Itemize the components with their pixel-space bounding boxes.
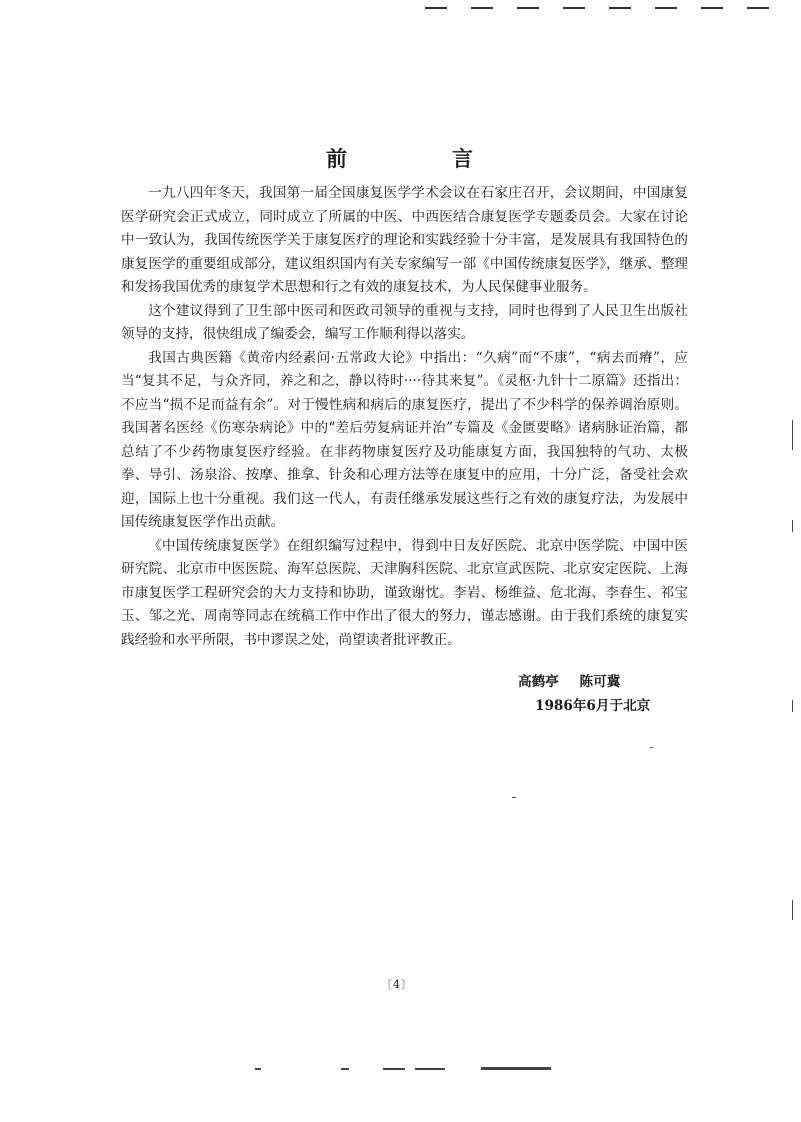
- paragraph: 《中国传统康复医学》在组织编写过程中，得到中日友好医院、北京中医学院、中国中医研究院、北京市中医医院、海军总医院、天津胸科医院、北京宣武医院、北京安定医院、上海市康复医学工程研究会的大力支持和协助，谨致谢忱。李岩、杨维益、危北海、李春生、祁宝玉、邹之光、周南等同志在统稿工作中作出了很大的努力，谨志感谢。由于我们系统的康复实践经验和水平所限，书中谬误之处，尚望读者批评教正。: [121, 537, 688, 648]
- paragraph: 一九八四年冬天，我国第一届全国康复医学学术会议在石家庄召开，会议期间，中国康复医学研究会正式成立，同时成立了所属的中医、中西医结合康复医学专题委员会。大家在讨论中一致认为，我国传统医学关于康复医疗的理论和实践经验十分丰富，是发展具有我国特色的康复医学的重要组成部分，建议组织国内有关专家编写一部《中国传统康复医学》，继承、整理和发扬我国优秀的康复学术思想和行之有效的康复技术，为人民保健事业服务。: [121, 185, 688, 295]
- scan-edge-line: [792, 420, 794, 450]
- author-name: 高鹤亭: [518, 674, 559, 690]
- signature-names: [518, 670, 620, 690]
- paragraph: 我国古典医籍《黄帝内经素问·五常政大论》中指出：“久病”而“不康”，“病去而瘠”，应当“复其不足，与众齐同，养之和之，静以待时····待其来复”。《灵枢·九针十二原篇》还指出：不应当“损不足而益有余”。对于慢性病和病后的康复医疗，提出了不少科学的保养调治原则。我国著名医经《伤寒杂病论》中的“差后劳复病证并治”专篇及《金匮要略》诸病脉证治篇，都总结了不少药物康复医疗经验。在非药物康复医疗及功能康复方面，我国独特的气功、太极拳、导引、汤泉浴、按摩、推拿、针灸和心理方法等在康复中的应用，十分广泛，备受社会欢迎，国际上也十分重视。我们这一代人，有责任继承发展这些行之有效的康复疗法，为发展中国传统康复医学作出贡献。: [121, 349, 688, 530]
- scan-speck: [650, 747, 653, 748]
- scan-edge-line: [792, 520, 794, 532]
- author-name: 陈可冀: [579, 674, 621, 690]
- signature-date: 1986年6月于北京: [535, 698, 651, 714]
- page-number: 〔4〕: [381, 978, 413, 991]
- scan-edge-line: [792, 900, 794, 920]
- scan-edge-dashes: [425, 0, 801, 12]
- page-title: 前 言: [326, 146, 515, 171]
- preface-body: [121, 182, 688, 652]
- scan-edge-line: [792, 700, 794, 712]
- scan-speck: [512, 797, 516, 798]
- paragraph: 这个建议得到了卫生部中医司和医政司领导的重视与支持，同时也得到了人民卫生出版社领导的支持，很快组成了编委会，编写工作顺利得以落实。: [121, 302, 688, 342]
- scan-bottom-artifacts: [255, 1065, 565, 1073]
